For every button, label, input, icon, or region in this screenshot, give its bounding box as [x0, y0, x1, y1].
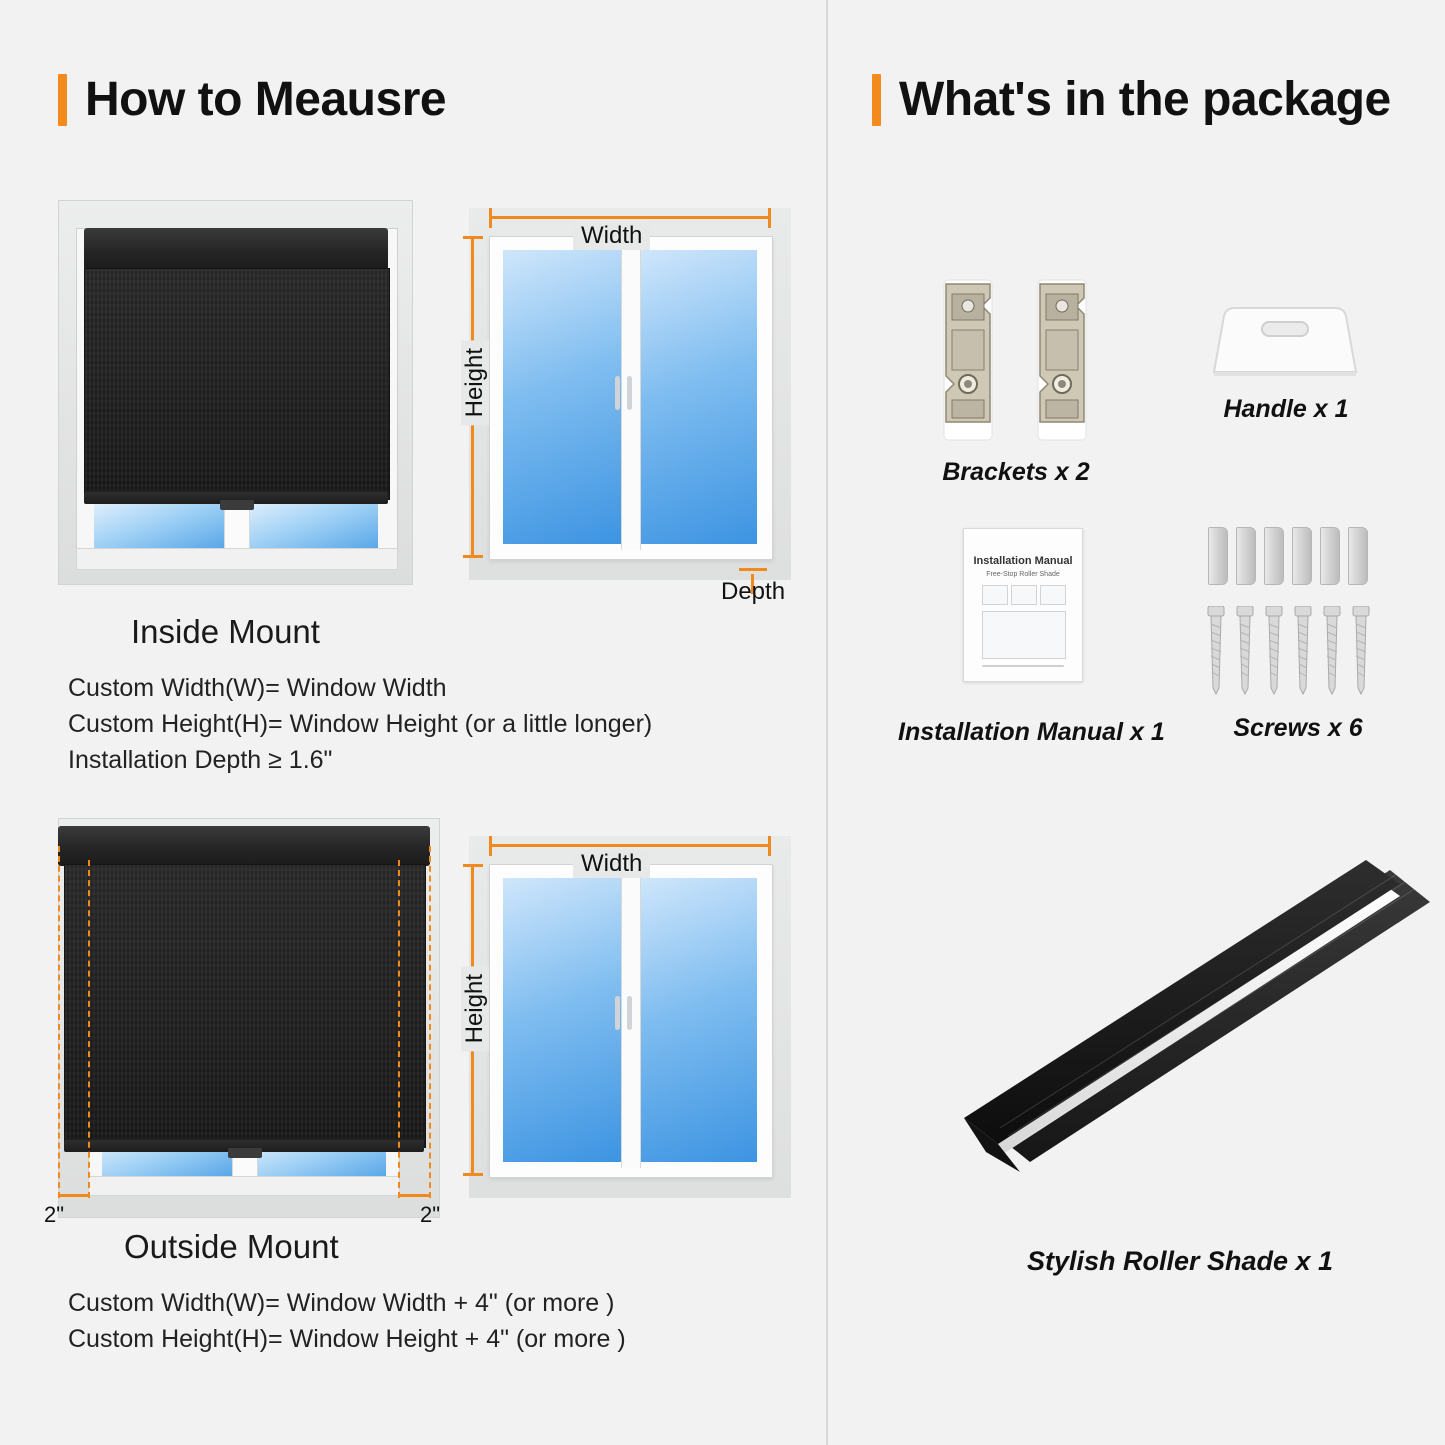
shade-fabric-outside [64, 864, 426, 1148]
left-overhang-label: 2" [44, 1202, 65, 1227]
overhang-guide-left-window [88, 860, 90, 1198]
width-tick-right-outside [768, 836, 771, 856]
inside-spec-1: Custom Width(W)= Window Width [68, 674, 447, 702]
window-sill [76, 548, 398, 570]
manual-diagram [982, 611, 1066, 659]
bracket-icon-1 [938, 272, 998, 447]
height-tick-bottom-outside [463, 1173, 483, 1176]
left-heading-text: How to Meausre [85, 73, 447, 126]
wall-anchor-5 [1320, 527, 1340, 585]
wall-anchor-4 [1292, 527, 1312, 585]
manual-cover-subtitle: Free-Stop Roller Shade [986, 571, 1060, 578]
outside-mount-title: Outside Mount [124, 1228, 339, 1265]
inside-mount-title: Inside Mount [131, 613, 320, 650]
shade-headrail-outside [58, 826, 430, 866]
roller-shade-label: Stylish Roller Shade x 1 [1026, 1246, 1334, 1276]
accent-bar-right [872, 74, 881, 126]
bracket-icon-2 [1032, 272, 1092, 447]
wall-anchors-group [1208, 527, 1388, 589]
handle-icon [1200, 300, 1370, 382]
brackets-label: Brackets x 2 [942, 458, 1090, 486]
glass-pane-left-outside [503, 878, 621, 1162]
wall-anchor-3 [1264, 527, 1284, 585]
manual-thumb-2 [1011, 585, 1037, 605]
height-tick-top [463, 236, 483, 239]
height-tick-top-outside [463, 864, 483, 867]
overhang-line-left [58, 1194, 88, 1197]
width-label: Width [573, 222, 650, 250]
inside-mount-shade-illustration [58, 200, 413, 585]
manual-thumb-3 [1040, 585, 1066, 605]
window-handle-right [627, 376, 632, 410]
manual-thumb-1 [982, 585, 1008, 605]
overhang-guide-right-window [398, 860, 400, 1198]
depth-label: Depth [721, 578, 786, 605]
inside-spec-3: Installation Depth ≥ 1.6" [68, 746, 333, 774]
shade-pull-tab-outside [228, 1148, 262, 1158]
outside-spec-1: Custom Width(W)= Window Width + 4" (or more ) [68, 1289, 615, 1317]
height-label-outside: Height [461, 966, 489, 1051]
inside-spec-2: Custom Height(H)= Window Height (or a little longer) [68, 710, 653, 738]
manual-label: Installation Manual x 1 [898, 718, 1165, 746]
shade-headrail [84, 228, 388, 270]
shade-fabric [84, 268, 390, 500]
roller-shade-product-image [930, 860, 1430, 1190]
outside-spec-2: Custom Height(H)= Window Height + 4" (or more ) [68, 1325, 626, 1353]
height-label: Height [461, 340, 489, 425]
manual-cover-title: Installation Manual [973, 555, 1073, 567]
manual-line-1 [982, 665, 1064, 667]
window-handle-right-outside [627, 996, 632, 1030]
overhang-guide-left-shade [58, 846, 60, 1198]
accent-bar-left [58, 74, 67, 126]
depth-tick-top [739, 568, 767, 571]
wall-anchor-6 [1348, 527, 1368, 585]
width-tick-left [489, 208, 492, 228]
window-glass-right [248, 500, 378, 548]
wall-anchor-2 [1236, 527, 1256, 585]
overhang-guide-right-shade [429, 846, 431, 1198]
left-panel-heading [58, 72, 446, 127]
handle-label: Handle x 1 [1223, 395, 1349, 423]
width-label-outside: Width [573, 850, 650, 878]
right-panel-heading [872, 72, 1391, 127]
glass-pane-left [503, 250, 621, 544]
width-tick-left-outside [489, 836, 492, 856]
outside-mount-shade-illustration [40, 818, 440, 1218]
installation-manual-icon [963, 528, 1083, 682]
screws-group [1206, 606, 1386, 696]
wall-anchor-1 [1208, 527, 1228, 585]
height-tick-bottom [463, 555, 483, 558]
outside-mount-dimension-diagram [455, 818, 805, 1218]
glass-pane-right-outside [639, 878, 757, 1162]
shade-pull-tab [220, 500, 254, 510]
window-handle-left [615, 376, 620, 410]
window-glass-left [94, 500, 224, 548]
width-dimension-line-outside [489, 844, 771, 847]
glass-pane-right [639, 250, 757, 544]
overhang-line-right [399, 1194, 429, 1197]
screw-icon-set [1206, 606, 1386, 696]
window-sill-outside [88, 1176, 400, 1196]
panel-divider [826, 0, 828, 1445]
window-handle-left-outside [615, 996, 620, 1030]
right-heading-text: What's in the package [899, 73, 1391, 126]
inside-mount-dimension-diagram [455, 200, 805, 605]
width-tick-right [768, 208, 771, 228]
width-dimension-line [489, 216, 771, 219]
screws-label: Screws x 6 [1233, 714, 1363, 742]
right-overhang-label: 2" [420, 1202, 441, 1227]
